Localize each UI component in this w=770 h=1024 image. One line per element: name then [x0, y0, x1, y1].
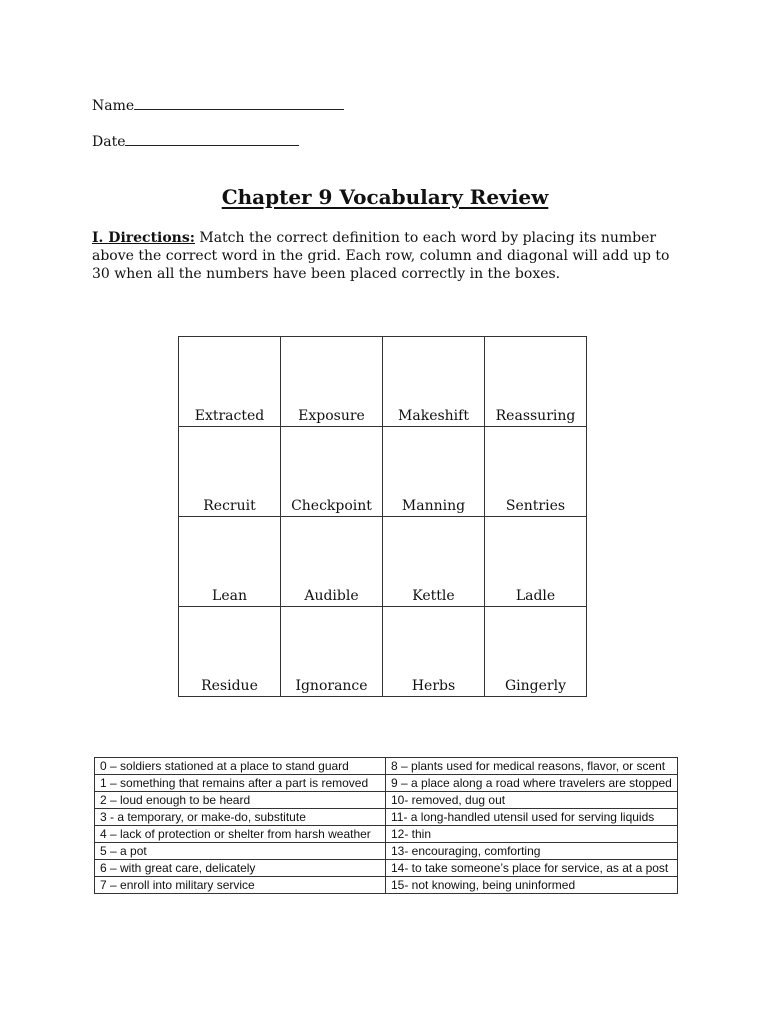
vocab-word: Extracted — [194, 408, 265, 424]
vocab-word: Exposure — [298, 408, 365, 424]
definition-row — [95, 792, 678, 809]
definition-right: 13- encouraging, comforting — [386, 843, 678, 860]
definition-right: 15- not knowing, being uninformed — [386, 877, 678, 894]
definition-row — [95, 826, 678, 843]
vocab-word: Residue — [201, 678, 258, 694]
definition-right: 12- thin — [386, 826, 678, 843]
vocab-word: Ignorance — [295, 678, 368, 694]
grid-cell[interactable] — [383, 337, 485, 427]
grid-row — [179, 607, 587, 697]
grid-cell[interactable] — [179, 427, 281, 517]
directions-label: I. Directions: — [92, 230, 195, 246]
name-field[interactable] — [92, 96, 344, 114]
definition-left: 1 – something that remains after a part is removed — [95, 775, 386, 792]
name-underline[interactable] — [134, 96, 344, 110]
definition-left: 6 – with great care, delicately — [95, 860, 386, 877]
grid-cell[interactable] — [179, 337, 281, 427]
definition-left: 3 - a temporary, or make-do, substitute — [95, 809, 386, 826]
definition-right: 11- a long-handled utensil used for serving liquids — [386, 809, 678, 826]
definition-left: 2 – loud enough to be heard — [95, 792, 386, 809]
grid-cell[interactable] — [383, 517, 485, 607]
grid-cell[interactable] — [281, 337, 383, 427]
grid-cell[interactable] — [281, 427, 383, 517]
definition-right: 14- to take someone’s place for service, as at a post — [386, 860, 678, 877]
date-field[interactable] — [92, 132, 299, 150]
vocab-word: Kettle — [412, 588, 455, 604]
date-underline[interactable] — [125, 132, 299, 146]
grid-cell[interactable] — [179, 607, 281, 697]
grid-row — [179, 427, 587, 517]
page-title: Chapter 9 Vocabulary Review — [221, 185, 549, 209]
vocab-word: Recruit — [203, 498, 256, 514]
vocabulary-grid — [178, 336, 587, 697]
vocab-word: Makeshift — [398, 408, 469, 424]
definition-right: 10- removed, dug out — [386, 792, 678, 809]
grid-cell[interactable] — [383, 607, 485, 697]
vocab-word: Gingerly — [504, 678, 566, 694]
vocab-word: Sentries — [505, 498, 566, 514]
grid-cell[interactable] — [281, 607, 383, 697]
name-label: Name — [92, 98, 135, 114]
definitions-table — [94, 757, 678, 894]
vocab-word: Manning — [401, 498, 466, 514]
definition-right: 8 – plants used for medical reasons, flavor, or scent — [386, 758, 678, 775]
definition-row — [95, 758, 678, 775]
grid-cell[interactable] — [281, 517, 383, 607]
grid-cell[interactable] — [485, 517, 587, 607]
vocab-word: Reassuring — [495, 408, 576, 424]
grid-cell[interactable] — [485, 427, 587, 517]
definition-left: 5 – a pot — [95, 843, 386, 860]
directions — [92, 229, 682, 283]
definition-left: 0 – soldiers stationed at a place to stand guard — [95, 758, 386, 775]
grid-cell[interactable] — [383, 427, 485, 517]
vocab-word: Checkpoint — [291, 498, 372, 514]
vocab-word: Lean — [212, 588, 247, 604]
definition-right: 9 – a place along a road where travelers are stopped — [386, 775, 678, 792]
directions-text: Match the correct definition to each word by placing its number above the correct word in the grid. Each row, column and diagonal will add up to 30 when all the numbers have been placed correctly in the boxes. — [92, 230, 670, 282]
date-label: Date — [92, 134, 126, 150]
definition-left: 7 – enroll into military service — [95, 877, 386, 894]
definition-row — [95, 877, 678, 894]
grid-cell[interactable] — [485, 337, 587, 427]
vocab-word: Ladle — [515, 588, 556, 604]
grid-row — [179, 517, 587, 607]
definition-row — [95, 843, 678, 860]
definition-left: 4 – lack of protection or shelter from harsh weather — [95, 826, 386, 843]
definition-row — [95, 860, 678, 877]
vocab-word: Herbs — [411, 678, 456, 694]
vocab-word: Audible — [304, 588, 359, 604]
definition-row — [95, 809, 678, 826]
grid-cell[interactable] — [179, 517, 281, 607]
definition-row — [95, 775, 678, 792]
grid-row — [179, 337, 587, 427]
grid-cell[interactable] — [485, 607, 587, 697]
